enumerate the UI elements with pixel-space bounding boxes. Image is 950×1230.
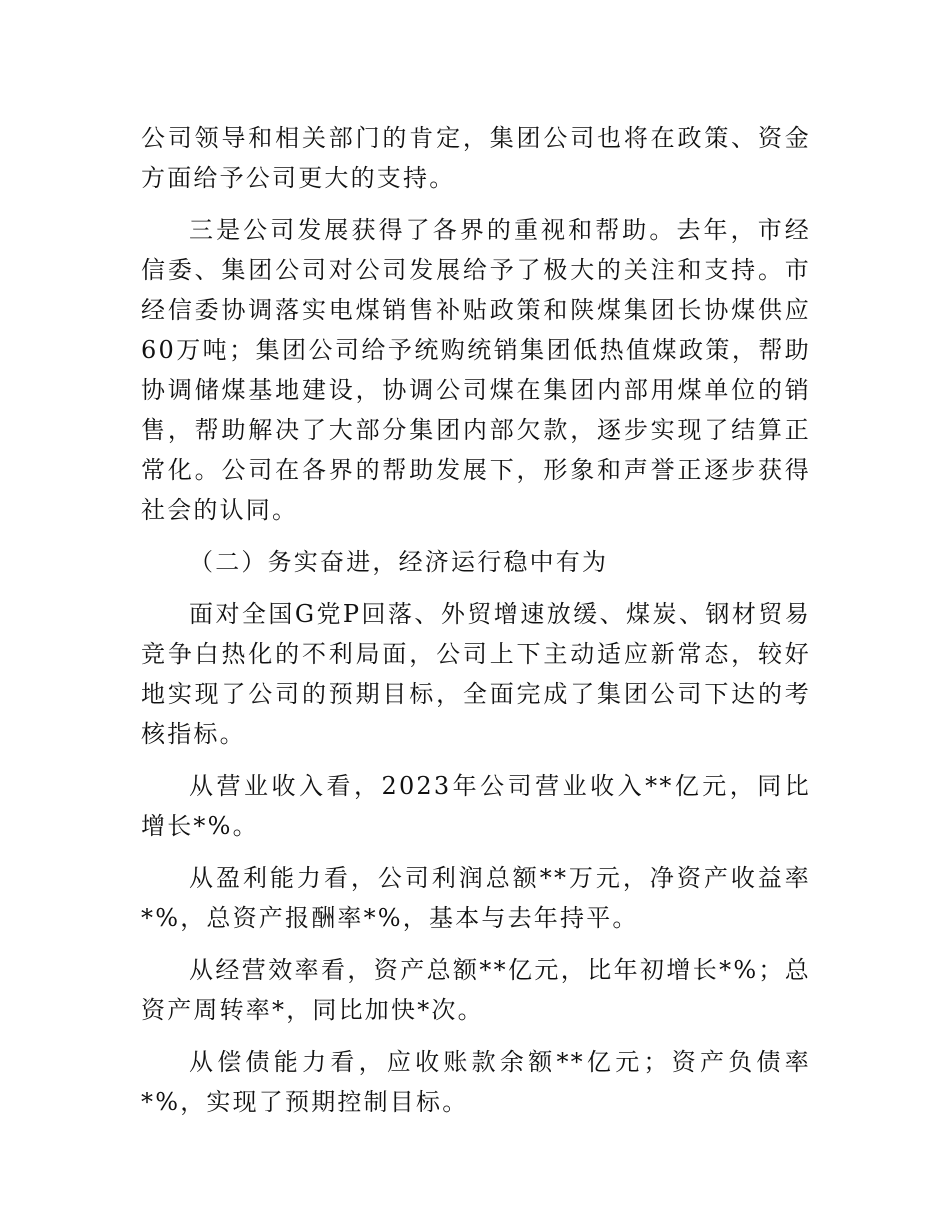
paragraph-overview: 面对全国G党P回落、外贸增速放缓、煤炭、钢材贸易竞争白热化的不利局面，公司上下主动适应新常态，较好地实现了公司的预期目标，全面完成了集团公司下达的考核指标。 bbox=[141, 600, 811, 748]
paragraph-profitability: 从盈利能力看，公司利润总额**万元，净资产收益率*%，总资产报酬率*%，基本与去年持平。 bbox=[141, 864, 811, 932]
paragraph-solvency: 从偿债能力看，应收账款余额**亿元；资产负债率*%，实现了预期控制目标。 bbox=[141, 1048, 811, 1116]
paragraph-efficiency: 从经营效率看，资产总额**亿元，比年初增长*%；总资产周转率*，同比加快*次。 bbox=[141, 956, 811, 1024]
paragraph-revenue: 从营业收入看，2023年公司营业收入**亿元，同比增长*%。 bbox=[141, 772, 811, 840]
document-body bbox=[141, 118, 811, 1122]
paragraph-third-point: 三是公司发展获得了各界的重视和帮助。去年，市经信委、集团公司对公司发展给予了极大的关注和支持。市经信委协调落实电煤销售补贴政策和陕煤集团长协煤供应60万吨；集团公司给予统购统销集团低热值煤政策，帮助协调储煤基地建设，协调公司煤在集团内部用煤单位的销售，帮助解决了大部分集团内部欠款，逐步实现了结算正常化。公司在各界的帮助发展下，形象和声誉正逐步获得社会的认同。 bbox=[141, 216, 811, 524]
section-heading: （二）务实奋进，经济运行稳中有为 bbox=[189, 548, 609, 576]
paragraph-continuation: 公司领导和相关部门的肯定，集团公司也将在政策、资金方面给予公司更大的支持。 bbox=[141, 124, 811, 192]
